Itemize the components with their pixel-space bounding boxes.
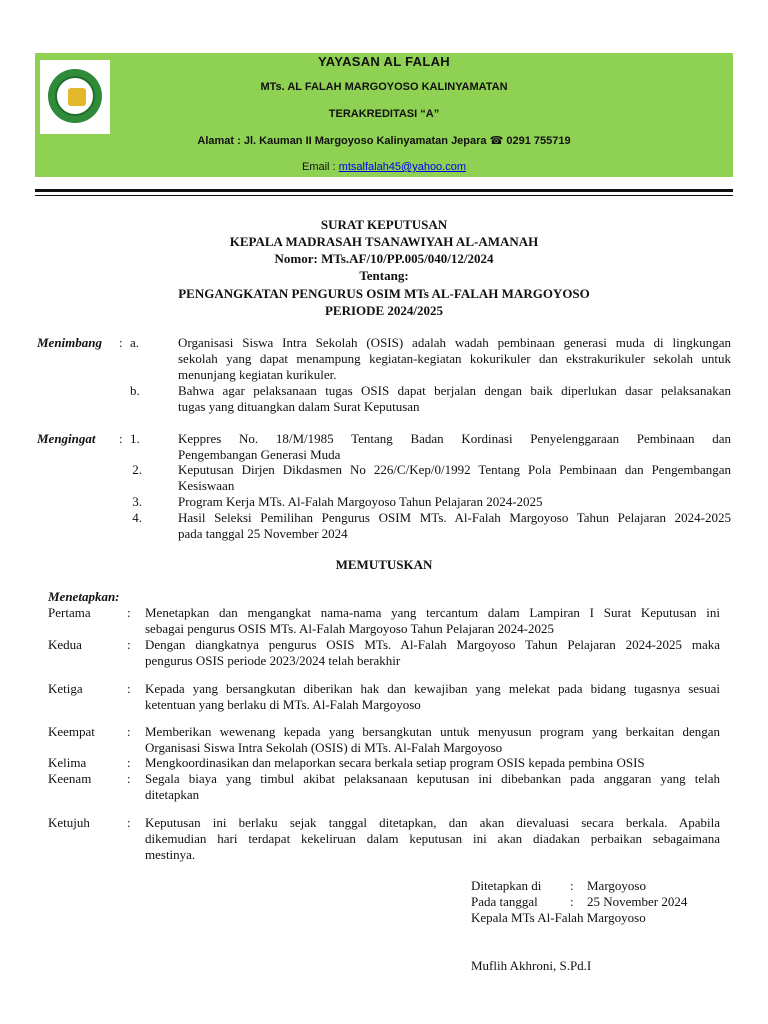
text-line: pada tanggal 25 November 2024 <box>178 526 348 541</box>
text-line: pengurus OSIS periode 2023/2024 telah berakhir <box>145 653 401 668</box>
email-link[interactable]: mtsalfalah45@yahoo.com <box>338 161 467 173</box>
doc-number: Nomor: MTs.AF/10/PP.005/040/12/2024 <box>274 251 494 266</box>
decision-label-ketiga: Ketiga <box>48 681 83 696</box>
list-item <box>178 510 731 542</box>
text-line: Segala biaya yang timbul akibat pelaksanaan keputusan ini dibebankan pada anggaran yang telah <box>145 771 720 786</box>
decision-text <box>145 755 720 771</box>
decision-colon: : <box>127 681 131 696</box>
decision-colon: : <box>127 605 131 620</box>
sign-date-label: Pada tanggal <box>471 894 538 909</box>
decision-text <box>145 605 720 637</box>
text-line: Program Kerja MTs. Al-Falah Margoyoso Tahun Pelajaran 2024-2025 <box>178 494 543 509</box>
mengingat-colon: : <box>119 431 123 446</box>
text-line: mestinya. <box>145 847 196 862</box>
list-item <box>178 431 731 463</box>
email-label: Email : <box>301 161 339 173</box>
school-name: MTs. AL FALAH MARGOYOSO KALINYAMATAN <box>260 81 508 93</box>
sign-colon: : <box>570 894 574 909</box>
menimbang-marker-a: a. <box>130 335 140 350</box>
text-line: Kesiswaan <box>178 478 235 493</box>
list-item <box>178 335 731 383</box>
decision-label-keenam: Keenam <box>48 771 92 786</box>
text-line: sebagai pengurus OSIS MTs. Al-Falah Margoyoso Tahun Pelajaran 2024-2025 <box>145 621 554 636</box>
email-row <box>35 161 733 173</box>
sign-date-value: 25 November 2024 <box>587 894 688 909</box>
text-line: ditetapkan <box>145 787 200 802</box>
decision-text <box>145 724 720 756</box>
doc-title: SURAT KEPUTUSAN <box>320 217 448 232</box>
decision-text <box>145 771 720 803</box>
text-line: Keputusan ini berlaku sejak tanggal ditetapkan, dan akan dievaluasi secara berkala. Apabila <box>145 815 720 830</box>
header-rule-thick <box>35 189 733 192</box>
text-line: Organisasi Siswa Intra Sekolah (OSIS) adalah wadah pembinaan generasi muda di lingkungan <box>178 335 731 350</box>
text-line: sekolah yang dapat menampung kegiatan-kegiatan kokurikuler dan ekstrakurikuler sekolah untuk <box>178 351 731 366</box>
list-item <box>178 462 731 494</box>
decision-colon: : <box>127 637 131 652</box>
text-line: Dengan diangkatnya pengurus OSIS MTs. Al-Falah Margoyoso Tahun Pelajaran 2024-2025 maka <box>145 637 720 652</box>
decision-text <box>145 815 720 863</box>
text-line: menunjang kegiatan kurikuler. <box>178 367 337 382</box>
text-line: Kepada yang bersangkutan diberikan hak dan kewajiban yang melekat pada bidang tugasnya sesuai <box>145 681 720 696</box>
school-address: Alamat : Jl. Kauman II Margoyoso Kalinyamatan Jepara ☎ 0291 755719 <box>197 135 571 147</box>
mengingat-marker-2: 2. <box>132 462 142 477</box>
doc-subject: PENGANGKATAN PENGURUS OSIM MTs AL-FALAH MARGOYOSO <box>178 286 590 301</box>
list-item <box>178 494 731 510</box>
decision-label-ketujuh: Ketujuh <box>48 815 90 830</box>
decision-label-keempat: Keempat <box>48 724 95 739</box>
text-line: Keppres No. 18/M/1985 Tentang Badan Kordinasi Penyelenggaraan Pembinaan dan <box>178 431 731 446</box>
doc-period: PERIODE 2024/2025 <box>324 303 444 318</box>
sign-colon: : <box>570 878 574 893</box>
mengingat-marker-3: 3. <box>132 494 142 509</box>
decision-colon: : <box>127 815 131 830</box>
accreditation: TERAKREDITASI “A” <box>328 108 440 120</box>
sign-place-label: Ditetapkan di <box>471 878 542 893</box>
letterhead <box>35 53 733 177</box>
text-line: Hasil Seleksi Pemilihan Pengurus OSIM MTs. Al-Falah Margoyoso Tahun Pelajaran 2024-2025 <box>178 510 731 525</box>
decision-text <box>145 681 720 713</box>
decision-colon: : <box>127 771 131 786</box>
text-line: tugas yang dituangkan dalam Surat Keputusan <box>178 399 420 414</box>
decision-label-kelima: Kelima <box>48 755 87 770</box>
mengingat-marker-1: 1. <box>130 431 140 446</box>
decision-label-pertama: Pertama <box>48 605 91 620</box>
text-line: dikemudian hari terdapat kekeliruan dalam keputusan ini akan diadakan perbaikan sebagaimana <box>145 831 720 846</box>
text-line: Menetapkan dan mengangkat nama-nama yang tercantum dalam Lampiran I Surat Keputusan ini <box>145 605 720 620</box>
header-rule-thin <box>35 195 733 196</box>
mengingat-marker-4: 4. <box>132 510 142 525</box>
menimbang-colon: : <box>119 335 123 350</box>
doc-issuer: KEPALA MADRASAH TSANAWIYAH AL-AMANAH <box>229 234 539 249</box>
decision-colon: : <box>127 724 131 739</box>
doc-about-label: Tentang: <box>359 268 409 283</box>
sign-name: Muflih Akhroni, S.Pd.I <box>471 958 592 973</box>
foundation-name: YAYASAN AL FALAH <box>318 54 450 69</box>
decision-label-kedua: Kedua <box>48 637 82 652</box>
memutuskan-heading: MEMUTUSKAN <box>335 557 433 572</box>
text-line: Pengembangan Generasi Muda <box>178 447 341 462</box>
logo-box <box>40 60 110 134</box>
text-line: Organisasi Siswa Intra Sekolah (OSIS) di MTs. Al-Falah Margoyoso <box>145 740 503 755</box>
mengingat-label: Mengingat <box>37 431 96 446</box>
text-line: Bahwa agar pelaksanaan tugas OSIS dapat berjalan dengan baik diperlukan dasar pelaksanakan <box>178 383 731 398</box>
decision-colon: : <box>127 755 131 770</box>
text-line: Mengkoordinasikan dan melaporkan secara berkala setiap program OSIS kepada pembina OSIS <box>145 755 645 770</box>
list-item <box>178 383 731 415</box>
menimbang-marker-b: b. <box>130 383 140 398</box>
menetapkan-label: Menetapkan: <box>48 589 120 604</box>
sign-position: Kepala MTs Al-Falah Margoyoso <box>471 910 646 925</box>
sign-place-value: Margoyoso <box>587 878 646 893</box>
text-line: Keputusan Dirjen Dikdasmen No 226/C/Kep/0/1992 Tentang Pola Pembinaan dan Pengembangan <box>178 462 731 477</box>
menimbang-label: Menimbang <box>37 335 103 350</box>
text-line: ketentuan yang berlaku di MTs. Al-Falah Margoyoso <box>145 697 421 712</box>
text-line: Memberikan wewenang kepada yang bersangkutan untuk menyusun program yang berkaitan dengan <box>145 724 720 739</box>
decision-text <box>145 637 720 669</box>
